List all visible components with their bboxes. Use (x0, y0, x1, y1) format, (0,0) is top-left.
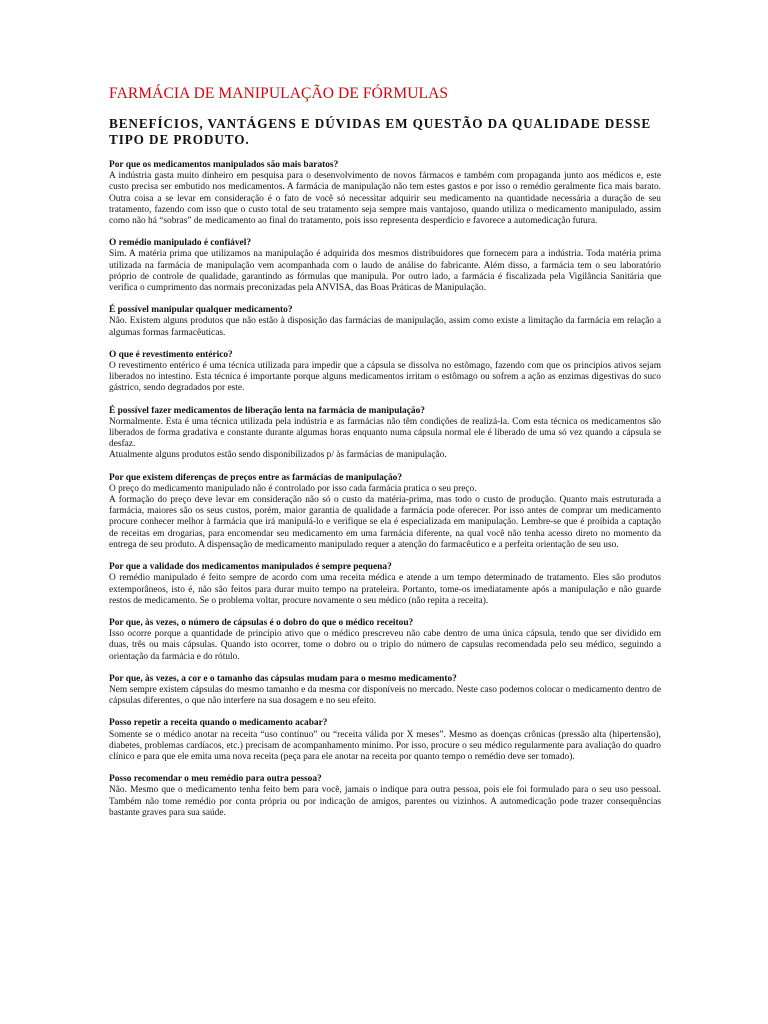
question-heading: Posso recomendar o meu remédio para outra pessoa? (109, 774, 322, 785)
answer-paragraph: A formação do preço deve levar em consideração não só o custo da matéria-prima, mas todo o custo de produção. Quanto mais estruturada a farmácia, maiores são os seus custos, porém, maior garantia de qualidade a farmácia pode oferecer. Por isso antes de comprar um medicamento procure conhecer melhor à farmácia que irá manipulá-lo e verifique se ela é especializada em manipulação. Lembre-se que é proibida a captação de receitas em drogarias, para encomendar seu medicamento em uma farmácia diferente, na qual você não tenha acesso direto no momento da entrega de seu produto. A dispensação de medicamento manipulado requer a atenção do farmacêutico e a perfeita orientação de seu uso. (109, 495, 661, 550)
question-heading: Por que os medicamentos manipulados são mais baratos? (109, 160, 339, 170)
answer-text (109, 171, 661, 227)
qa-section (109, 160, 661, 227)
qa-section (109, 674, 661, 708)
answer-paragraph: Normalmente. Esta é uma técnica utilizada pela indústria e as farmácias não têm condições de realizá-la. Com esta técnica os medicamentos são liberados de forma gradativa e constante durante algumas horas enquanto numa cápsula normal ele é liberado de uma só vez quando a cápsula se desfaz. (109, 416, 661, 450)
document-page (109, 84, 661, 830)
qa-section (109, 718, 661, 763)
qa-section (109, 238, 661, 294)
qa-section (109, 618, 661, 663)
document-title: FARMÁCIA DE MANIPULAÇÃO DE FÓRMULAS (109, 85, 449, 102)
question-heading: Por que, às vezes, a cor e o tamanho das cápsulas mudam para o mesmo medicamento? (109, 673, 457, 684)
answer-paragraph: Isso ocorre porque a quantidade de princípio ativo que o médico prescreveu não cabe dentro de uma única cápsula, tendo que ser dividido em duas, três ou mais cápsulas. Quando isto ocorrer, tome o dobro ou o triplo do número de capsulas recomendada pelo seu médico, seguindo a orientação da farmácia e do rótulo. (109, 629, 661, 662)
answer-text (109, 417, 661, 462)
qa-section (109, 305, 661, 339)
qa-section (109, 774, 661, 819)
answer-text (109, 361, 661, 395)
answer-text (109, 730, 661, 764)
answer-text (109, 484, 661, 551)
answer-paragraph: O remédio manipulado é feito sempre de acordo com uma receita médica e atende a um tempo determinado de tratamento. Eles são produtos extemporâneos, isto é, não são feitos para durar muito tempo na prateleira. Portanto, tome-os imediatamente após a manipulação e não guarde restos de medicamento. Se o problema voltar, procure novamente o seu médico (não repita a receita). (109, 573, 661, 606)
question-heading: É possível manipular qualquer medicamento? (109, 305, 293, 316)
question-heading: Por que, às vezes, o número de cápsulas é o dobro do que o médico receitou? (109, 617, 414, 628)
qa-section (109, 350, 661, 395)
document-subtitle: BENEFÍCIOS, VANTÁGENS E DÚVIDAS EM QUESTÃO DA QUALIDADE DESSE TIPO DE PRODUTO. (109, 116, 652, 147)
question-heading: O que é revestimento entérico? (109, 349, 233, 360)
answer-text (109, 685, 661, 707)
answer-paragraph: Atualmente alguns produtos estão sendo disponibilizados p/ às farmácias de manipulação. (109, 450, 447, 461)
question-heading: Posso repetir a receita quando o medicamento acabar? (109, 718, 328, 729)
answer-text (109, 629, 661, 663)
qa-section (109, 562, 661, 607)
question-heading: O remédio manipulado é confiável? (109, 238, 252, 249)
question-heading: Por que a validade dos medicamentos manipulados é sempre pequena? (109, 562, 392, 573)
question-heading: É possível fazer medicamentos de liberação lenta na farmácia de manipulação? (109, 405, 425, 416)
answer-text (109, 249, 661, 294)
qa-section (109, 406, 661, 462)
answer-text (109, 316, 661, 338)
answer-paragraph: O preço do medicamento manipulado não é controlado por isso cada farmácia pratica o seu preço. (109, 483, 477, 494)
question-heading: Por que existem diferenças de preços entre as farmácias de manipulação? (109, 472, 403, 483)
answer-paragraph: Nem sempre existem cápsulas do mesmo tamanho e da mesma cor disponíveis no mercado. Neste caso podemos colocar o medicamento dentro de cápsulas diferentes, o que não interfere na sua dosagem e no seu efeito. (109, 684, 661, 707)
answer-paragraph: Não. Mesmo que o medicamento tenha feito bem para você, jamais o indique para outra pessoa, pois ele foi formulado para o seu uso pessoal. Também não tome remédio por conta própria ou por indicação de amigos, parentes ou vizinhos. A automedicação pode trazer consequências bastante graves para sua saúde. (109, 785, 661, 818)
answer-paragraph: O revestimento entérico é uma técnica utilizada para impedir que a cápsula se dissolva no estômago, fazendo com que os princípios ativos sejam liberados no intestino. Esta técnica é importante porque alguns medicamentos irritam o estômago ou sofrem a ação as enzimas digestivas do suco gástrico, sendo degradados por este. (109, 361, 661, 394)
qa-section (109, 473, 661, 551)
answer-paragraph: Não. Existem alguns produtos que não estão à disposição das farmácias de manipulação, assim como existe a limitação da farmácia em relação a algumas formas farmacêuticas. (109, 316, 661, 338)
answer-paragraph: Somente se o médico anotar na receita “uso contínuo” ou “receita válida por X meses”. Mesmo as doenças crônicas (pressão alta (hipertensão), diabetes, problemas cardíacos, etc.) precisam de acompanhamento mínimo. Por isso, procure o seu médico regularmente para avaliação do quadro clínico e para que ele emita uma nova receita (peça para ele anotar na receita por quanto tempo o remédio deve ser tomado). (109, 729, 661, 762)
answer-text (109, 573, 661, 607)
answer-text (109, 785, 661, 819)
qa-list (109, 160, 661, 819)
answer-paragraph: A indústria gasta muito dinheiro em pesquisa para o desenvolvimento de novos fármacos e também com propaganda junto aos médicos e, este custo precisa ser embutido nos medicamentos. A farmácia de manipulação não tem estes gastos e por isso o remédio geralmente fica mais barato. Outra coisa a se levar em consideração é o fato de você só necessitar adquirir seu medicamento na quantidade necessária a duração de seu tratamento, fazendo com isso que o custo total de seu tratamento seja sempre mais vantajoso, quando utiliza o medicamento manipulado, assim como não há “sobras” de medicamento ao final do tratamento, pois isso representa desperdício e favorece a automedicação futura. (109, 171, 661, 227)
answer-paragraph: Sim. A matéria prima que utilizamos na manipulação é adquirida dos mesmos distribuidores que fornecem para a indústria. Toda matéria prima utilizada na farmácia de manipulação vem acompanhada com o laudo de análise do fabricante. Além disso, a farmácia tem o seu laboratório próprio de controle de qualidade, garantindo as fórmulas que manipula. Por outro lado, a farmácia é fiscalizada pela Vigilância Sanitária que verifica o cumprimento das normais preconizadas pela ANVISA, das Boas Práticas de Manipulação. (109, 249, 661, 294)
